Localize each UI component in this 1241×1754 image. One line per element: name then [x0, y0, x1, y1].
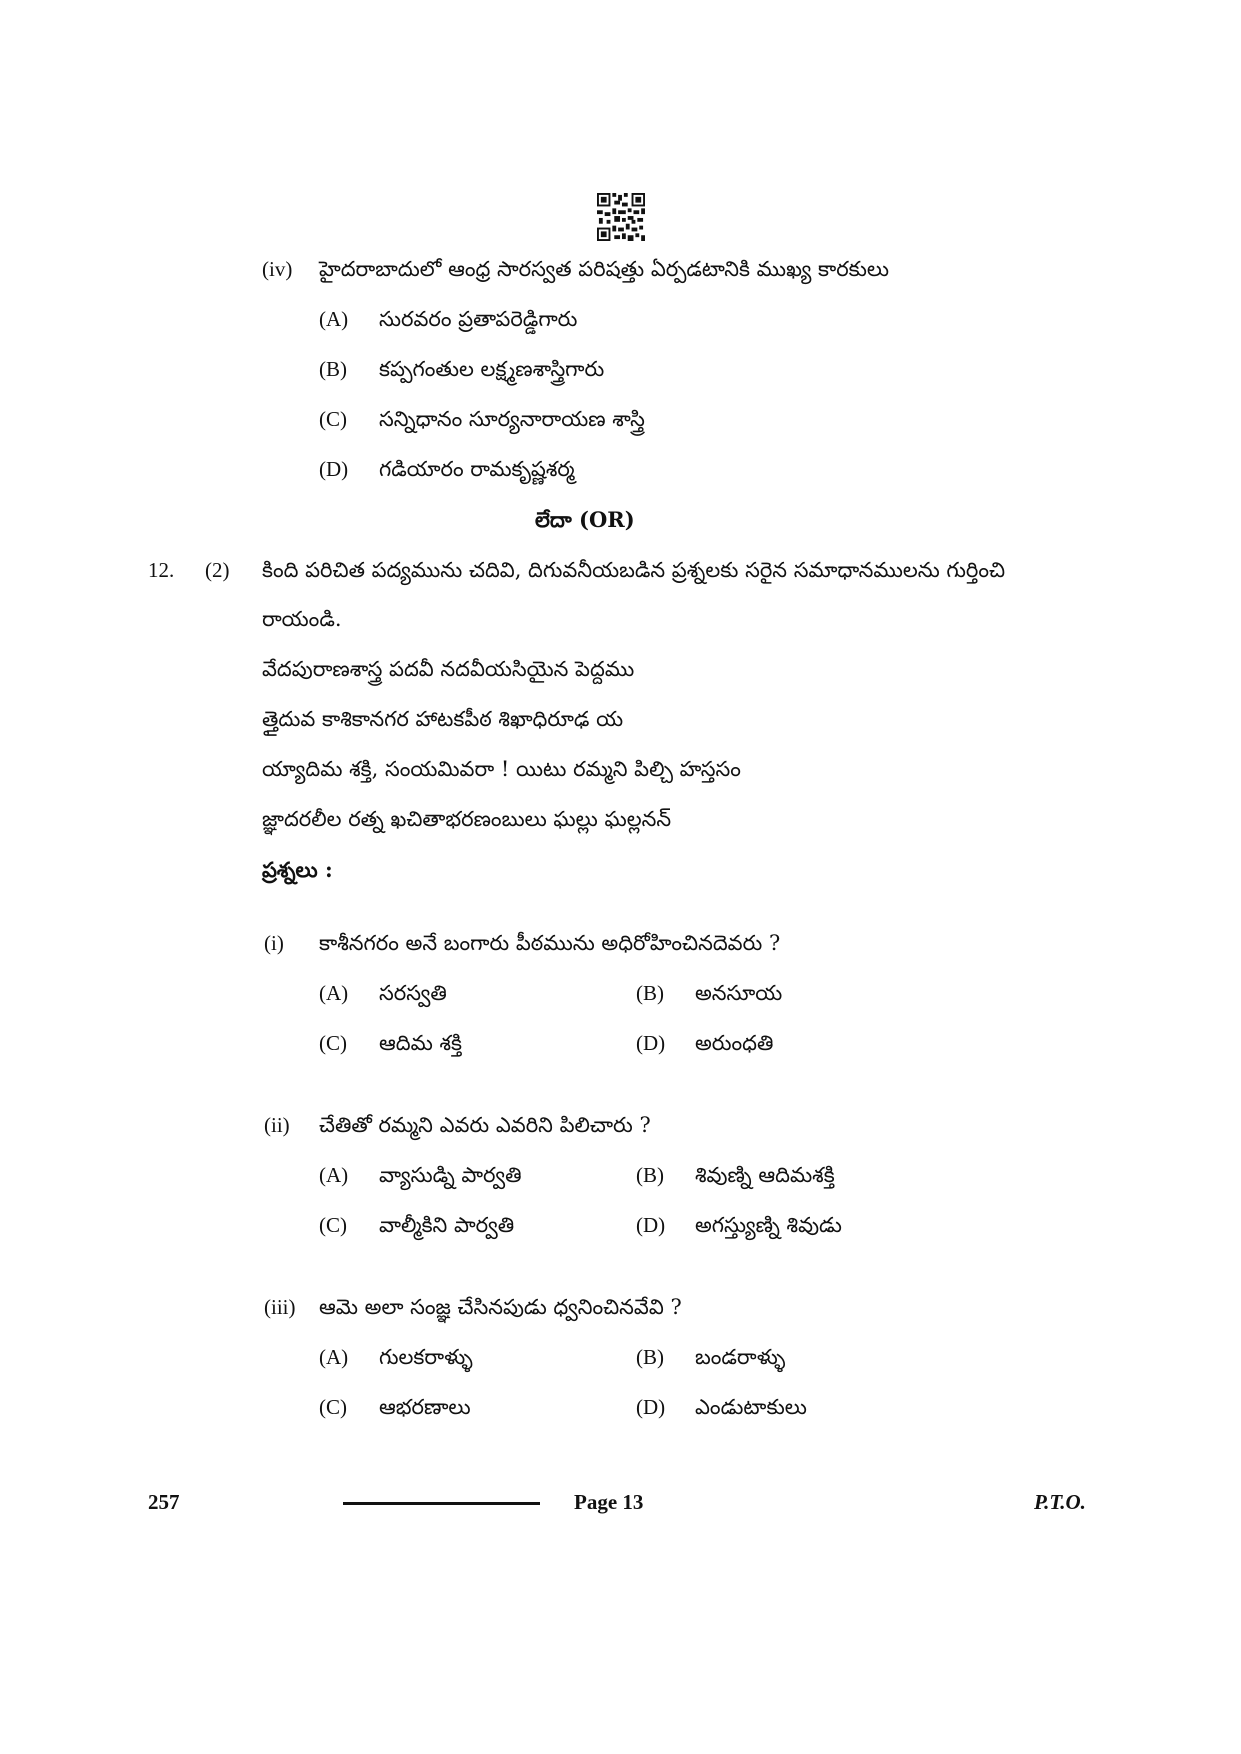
- option-text: బండరాళ్ళు: [695, 1345, 786, 1369]
- option-label: (B): [636, 1163, 664, 1187]
- qr-code: [597, 193, 645, 241]
- option-label: (C): [319, 1031, 347, 1055]
- question-sub-number: (2): [205, 558, 230, 582]
- option-label: (A): [319, 307, 349, 331]
- option-label: (C): [319, 1395, 347, 1419]
- poem-line: వేదపురాణశాస్త్ర పదవీ నదవీయసియైన పెద్దము: [262, 657, 635, 681]
- option-text: ఆభరణాలు: [379, 1395, 471, 1419]
- option-text: శివుణ్ని ఆదిమశక్తి: [695, 1163, 835, 1187]
- question-number: 12.: [148, 558, 175, 582]
- subquestion-text: ఆమె అలా సంజ్ఞ చేసినపుడు ధ్వనించినవేవి ?: [319, 1295, 682, 1319]
- option-label: (D): [636, 1031, 666, 1055]
- option-text: అనసూయ: [695, 981, 783, 1005]
- subquestion-text: కాశీనగరం అనే బంగారు పీఠమును అధిరోహించినదెవరు ?: [319, 931, 781, 955]
- subquestion-number: (iii): [264, 1295, 296, 1319]
- question-iv-number: (iv): [262, 257, 293, 281]
- option-text: ఎండుటాకులు: [695, 1395, 807, 1419]
- option-label: (D): [636, 1213, 666, 1237]
- option-label: (D): [319, 457, 349, 481]
- option-label: (C): [319, 1213, 347, 1237]
- option-label: (A): [319, 981, 349, 1005]
- option-label: (D): [636, 1395, 666, 1419]
- option-text: కప్పగంతుల లక్ష్మణశాస్త్రిగారు: [379, 357, 605, 381]
- option-text: గడియారం రామకృష్ణశర్మ: [379, 457, 575, 481]
- subquestion-number: (i): [264, 931, 284, 955]
- option-label: (B): [636, 1345, 664, 1369]
- subquestion-number: (ii): [264, 1113, 290, 1137]
- option-label: (B): [319, 357, 347, 381]
- option-label: (C): [319, 407, 347, 431]
- paper-code: 257: [148, 1490, 180, 1514]
- questions-heading: ప్రశ్నలు :: [262, 857, 333, 882]
- option-label: (B): [636, 981, 664, 1005]
- option-text: వాల్మీకిని పార్వతి: [379, 1213, 515, 1237]
- option-text: అగస్త్యుణ్ని శివుడు: [695, 1213, 842, 1237]
- option-text: గులకరాళ్ళు: [379, 1345, 473, 1369]
- option-text: సరస్వతి: [379, 981, 447, 1005]
- option-text: సురవరం ప్రతాపరెడ్డిగారు: [379, 307, 578, 331]
- footer-rule: [343, 1502, 540, 1505]
- option-text: అరుంధతి: [695, 1031, 774, 1055]
- or-heading: లేదా (OR): [535, 507, 635, 532]
- option-label: (A): [319, 1345, 349, 1369]
- option-label: (A): [319, 1163, 349, 1187]
- page-number: Page 13: [574, 1490, 644, 1514]
- poem-line: త్తైదువ కాశికానగర హాటకపీఠ శిఖాధిరూఢ య: [262, 707, 624, 731]
- option-text: ఆదిమ శక్తి: [379, 1031, 462, 1055]
- question-instruction-continued: రాయండి.: [262, 607, 342, 631]
- poem-line: జ్ఞాదరలీల రత్న ఖచితాభరణంబులు ఘల్లు ఘల్లనన్: [262, 807, 672, 831]
- question-iv-text: హైదరాబాదులో ఆంధ్ర సారస్వత పరిషత్తు ఏర్పడటానికి ముఖ్య కారకులు: [319, 257, 890, 281]
- poem-line: య్యాదిమ శక్తి, సంయమివరా ! యిటు రమ్మని పిల్చి హస్తసం: [262, 757, 741, 781]
- option-text: సన్నిధానం సూర్యనారాయణ శాస్త్రి: [379, 407, 645, 431]
- subquestion-text: చేతితో రమ్మని ఎవరు ఎవరిని పిలిచారు ?: [319, 1113, 651, 1137]
- pto-label: P.T.O.: [1034, 1490, 1086, 1514]
- question-instruction: కింది పరిచిత పద్యమును చదివి, దిగువనీయబడిన ప్రశ్నలకు సరైన సమాధానములను గుర్తించి: [262, 558, 1006, 582]
- option-text: వ్యాసుడ్ని పార్వతి: [379, 1163, 522, 1187]
